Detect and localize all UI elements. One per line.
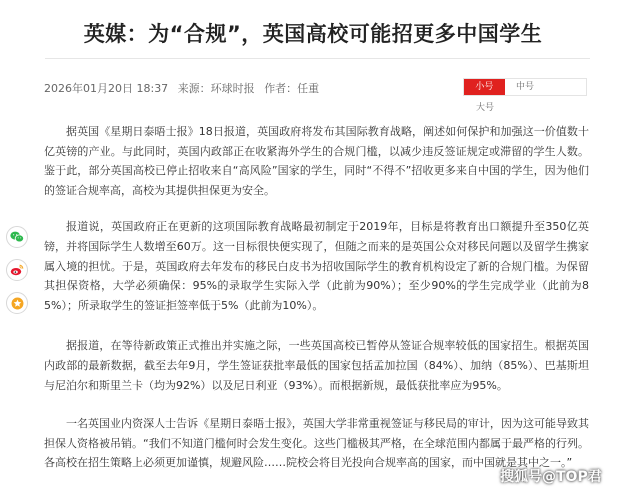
font-size-large-button[interactable]: 大号 — [476, 103, 495, 113]
weibo-icon — [10, 264, 24, 276]
share-toolbar — [6, 226, 28, 325]
font-size-medium-button[interactable]: 中号 — [505, 79, 546, 95]
article-source: 来源：环球时报 — [177, 82, 255, 95]
share-weibo-button[interactable] — [6, 259, 28, 281]
font-size-spacer — [545, 79, 586, 95]
share-wechat-button[interactable] — [6, 226, 28, 248]
article-paragraph: 报道说，英国政府正在更新的这项国际教育战略最初制定于2019年，目标是将教育出口额提升至350亿英镑，并将国际学生人数增至60万。这一目标很快便实现了，但随之而来的是英国公众对移民问题以及留学生携家属入境的担忧。于是，英国政府去年发布的移民白皮书为招收国际学生的教育机构设定了新的合规门槛。为保留其担保资格，大学必须确保：95%的录取学生实际入学（此前为90%）；至少90%的学生完成学业（此前为85%）；所录取学生的签证拒签率低于5%（此前为10%）。 — [44, 220, 589, 312]
share-favorite-button[interactable] — [6, 292, 28, 314]
favorite-star-icon — [11, 297, 24, 310]
sohu-watermark: 搜狐号@TOP君 — [500, 469, 602, 485]
article-paragraph: 一名英国业内资深人士告诉《星期日泰晤士报》，英国大学非常重视签证与移民局的审计，因为这可能导致其担保人资格被吊销。“我们不知道门槛何时会发生变化。这些门槛极其严格，在全球范围内都属于最严格的行列。各高校在招生策略上必须更加谨慎，规避风险……院校会将目光投向合规率高的国家，而中国就是其中之一。” — [44, 417, 589, 470]
article-paragraph: 据英国《星期日泰晤士报》18日报道，英国政府将发布其国际教育战略，阐述如何保护和加强这一价值数十亿英镑的产业。与此同时，英国内政部正在收紧海外学生的合规门槛，以减少违反签证规定或滞留的学生人数。鉴于此，部分英国高校已停止招收来自“高风险”国家的学生，同时“不得不”招收更多来自中国的学生，因为他们的签证合规率高，高校为其提供担保更为安全。 — [44, 125, 589, 197]
font-size-switcher — [463, 78, 587, 96]
article-meta — [44, 80, 325, 96]
font-size-small-button[interactable]: 小号 — [464, 79, 505, 95]
title-divider — [45, 58, 590, 59]
publish-datetime: 2026年01月20日 18:37 — [44, 82, 169, 95]
article-title: 英媒：为“合规”，英国高校可能招更多中国学生 — [83, 22, 543, 46]
article-author: 作者：任重 — [264, 82, 320, 95]
article-paragraph: 据报道，在等待新政策正式推出并实施之际，一些英国高校已暂停从签证合规率较低的国家招生。根据英国内政部的最新数据，截至去年9月，学生签证获批率最低的国家包括孟加拉国（84%）、加纳（85%）、巴基斯坦与尼泊尔和斯里兰卡（均为92%）以及尼日利亚（93%）。而根据新规，最低获批率应为95%。 — [44, 339, 589, 392]
wechat-icon — [10, 231, 24, 243]
article-body — [44, 122, 589, 490]
